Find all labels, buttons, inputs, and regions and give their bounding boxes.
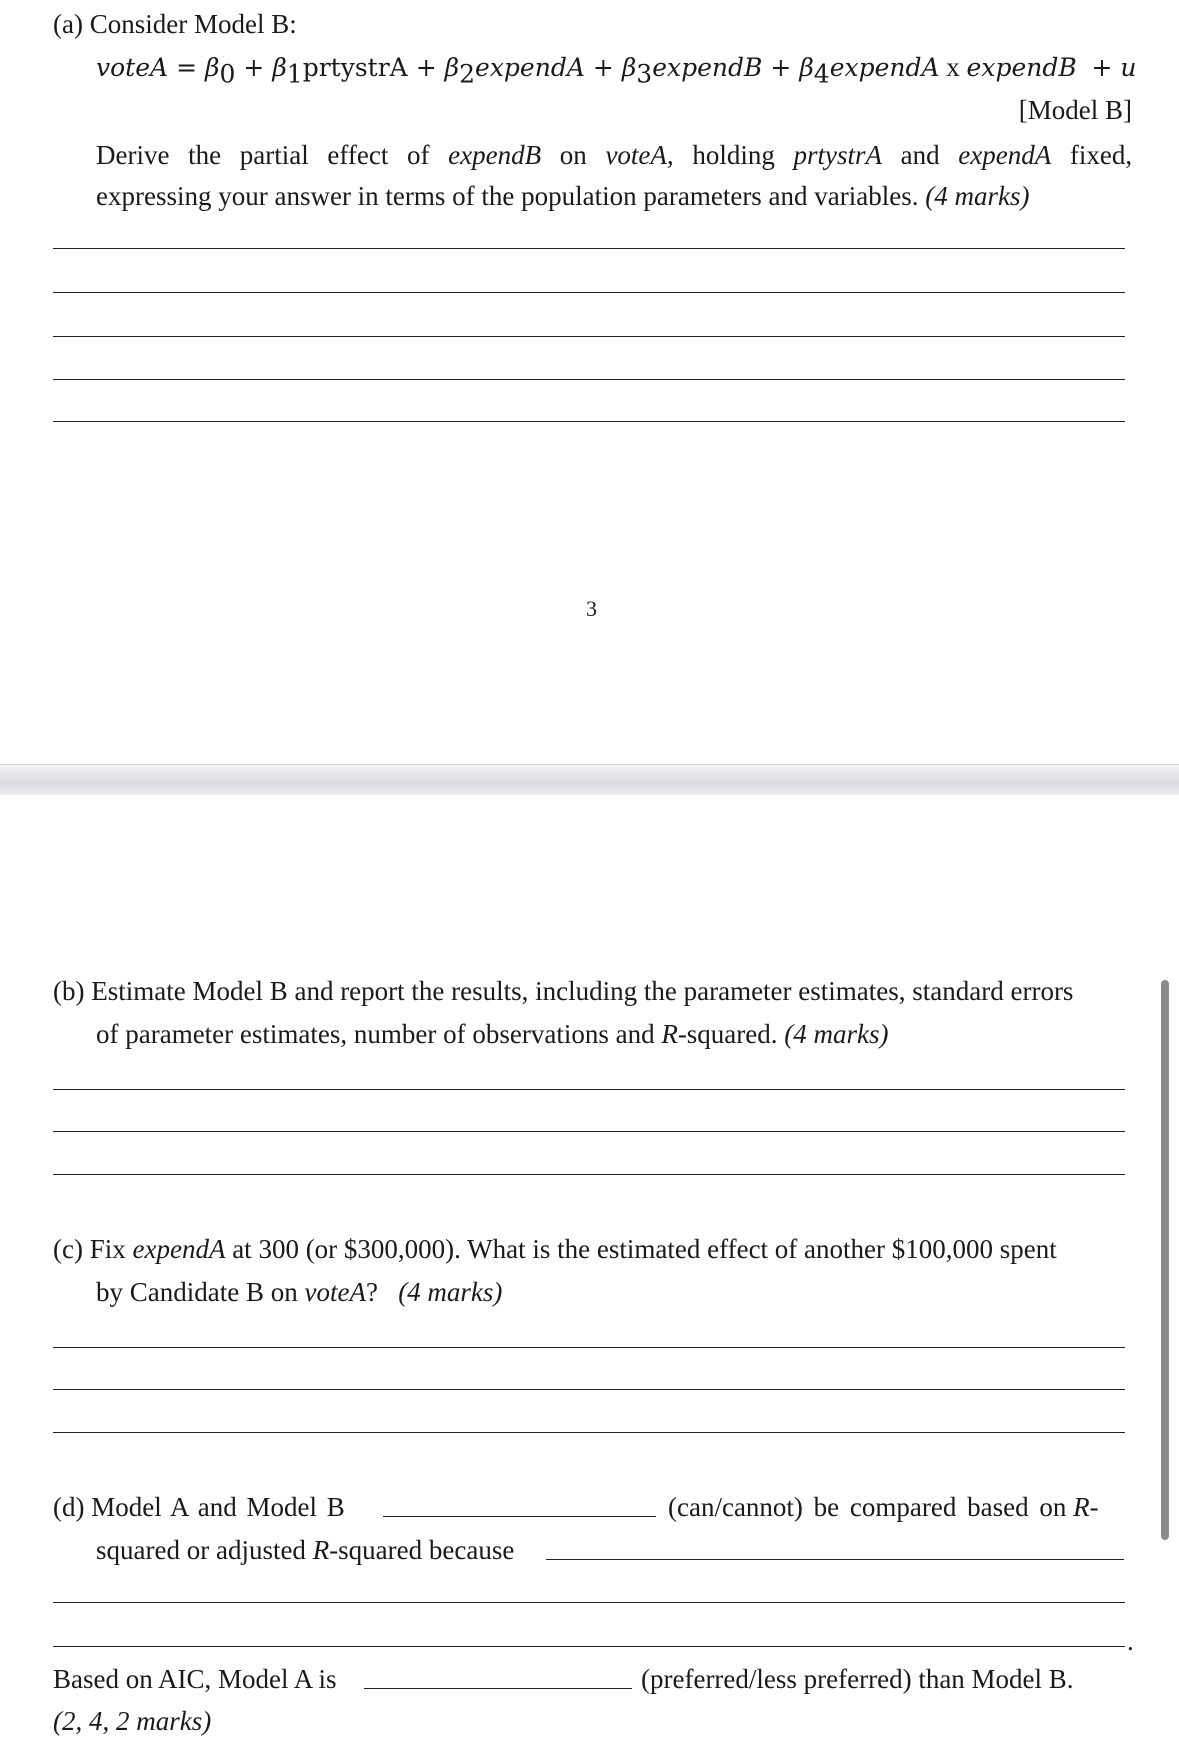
eq-beta4-sub: 4	[813, 59, 830, 89]
final-period: .	[1127, 1626, 1134, 1656]
part-c-line2	[96, 1279, 502, 1306]
part-b-line2-text: of parameter estimates, number of observations and	[96, 1019, 655, 1049]
part-b-label: (b)	[53, 976, 85, 1006]
word: the	[188, 140, 222, 170]
eq-plus: +	[243, 53, 265, 82]
part-b-marks: (4 marks)	[784, 1019, 889, 1049]
answer-line[interactable]	[53, 336, 1125, 337]
eq-var-expendB-interaction: expendB	[966, 53, 1077, 82]
word-var: prtystrA	[793, 140, 882, 170]
word: on	[559, 140, 587, 170]
part-c-text: by Candidate B on	[96, 1277, 298, 1307]
answer-line[interactable]	[53, 421, 1125, 422]
word: of	[407, 140, 430, 170]
answer-line[interactable]	[53, 292, 1125, 293]
eq-plus: +	[592, 53, 614, 82]
part-d-line1-right	[668, 1494, 1099, 1521]
part-a-line2	[96, 183, 1029, 210]
eq-equals: =	[176, 53, 198, 82]
eq-lhs: voteA	[96, 53, 169, 82]
part-c-var: expendA	[132, 1234, 226, 1264]
eq-beta2-sub: 2	[459, 59, 476, 89]
part-d-marks: (2, 4, 2 marks)	[53, 1706, 212, 1736]
part-d-text: -squared because	[329, 1535, 515, 1565]
eq-beta1: β	[272, 53, 287, 82]
part-c-question-mark: ?	[365, 1277, 378, 1307]
eq-var-expendB: expendB	[652, 53, 763, 82]
part-a-intro: Consider Model B:	[89, 9, 297, 39]
part-b-line1-text: Estimate Model B and report the results, including the parameter estimates, standard errors	[91, 976, 1074, 1006]
eq-var-expendA-interaction: expendA	[829, 53, 940, 82]
eq-beta3-sub: 3	[636, 59, 653, 89]
eq-plus: +	[415, 53, 437, 82]
answer-line[interactable]	[53, 248, 1125, 249]
part-c-label: (c)	[53, 1234, 83, 1264]
aic-line-right: (preferred/less preferred) than Model B.	[641, 1664, 1074, 1694]
part-a-line2-text: expressing your answer in terms of the population parameters and variables.	[96, 181, 919, 211]
eq-beta0-sub: 0	[219, 59, 236, 89]
answer-line[interactable]	[53, 1602, 1125, 1603]
part-b-line2-end: -squared.	[677, 1019, 778, 1049]
part-c-line1	[53, 1236, 1057, 1263]
word: and	[900, 140, 940, 170]
hyphen: -	[1089, 1492, 1099, 1522]
eq-beta4: β	[799, 53, 814, 82]
eq-plus: +	[770, 53, 792, 82]
eq-plus: +	[1091, 53, 1113, 82]
eq-var-prtystrA: prtystrA	[302, 53, 408, 82]
r-symbol: R	[312, 1535, 330, 1565]
word: fixed,	[1069, 140, 1133, 170]
part-c-text: at 300 (or $300,000). What is the estimated effect of another $100,000 spent	[232, 1234, 1057, 1264]
exam-page-3	[0, 0, 1179, 764]
part-d-text: squared or adjusted	[96, 1535, 306, 1565]
word: Derive	[96, 140, 170, 170]
answer-line[interactable]	[53, 1131, 1125, 1132]
page-number: 3	[586, 596, 597, 621]
word-var: expendA	[958, 140, 1052, 170]
eq-beta0: β	[205, 53, 220, 82]
answer-line[interactable]	[53, 1347, 1125, 1348]
model-b-equation	[96, 52, 1137, 88]
answer-line[interactable]	[53, 1646, 1125, 1647]
aic-line-left: Based on AIC, Model A is	[53, 1664, 337, 1694]
part-a-label: (a)	[53, 9, 83, 39]
r-symbol: R	[1073, 1492, 1090, 1522]
aic-preference-blank[interactable]	[364, 1664, 632, 1689]
model-b-tag: [Model B]	[1018, 95, 1132, 125]
answer-line[interactable]	[53, 1389, 1125, 1390]
vertical-scrollbar[interactable]	[1161, 980, 1169, 1540]
answer-line[interactable]	[53, 1089, 1125, 1090]
part-b-line1	[53, 978, 1073, 1005]
word: effect	[327, 140, 389, 170]
word-var: expendB	[448, 140, 542, 170]
part-b-line2	[96, 1021, 889, 1048]
eq-var-expendA: expendA	[475, 53, 585, 82]
part-d-text: Model A and Model B	[91, 1492, 345, 1522]
can-cannot-blank[interactable]	[383, 1492, 656, 1517]
part-c-text: Fix	[89, 1234, 126, 1264]
eq-beta1-sub: 1	[286, 59, 303, 89]
part-d-label: (d)	[53, 1492, 85, 1522]
eq-times: x	[946, 52, 960, 82]
eq-beta3: β	[621, 53, 637, 82]
r-symbol: R	[661, 1019, 678, 1049]
word-var: voteA,	[605, 140, 674, 170]
answer-line[interactable]	[53, 1432, 1125, 1433]
part-a-marks: (4 marks)	[925, 181, 1030, 211]
answer-line[interactable]	[53, 379, 1125, 380]
part-a-heading	[53, 11, 297, 38]
part-d-line1	[53, 1494, 345, 1521]
page-separator	[0, 764, 1179, 797]
part-c-marks: (4 marks)	[398, 1277, 503, 1307]
answer-line[interactable]	[53, 1174, 1125, 1175]
word: holding	[692, 140, 775, 170]
because-blank[interactable]	[546, 1535, 1124, 1560]
part-a-line1	[96, 140, 1132, 171]
part-d-line2	[96, 1537, 514, 1564]
eq-beta2: β	[444, 53, 460, 82]
word: partial	[239, 140, 309, 170]
part-d-text: (can/cannot) be compared based on	[668, 1492, 1067, 1522]
eq-error-term: u	[1120, 53, 1137, 82]
exam-page-4	[0, 795, 1179, 1752]
part-c-var: voteA	[304, 1277, 366, 1307]
